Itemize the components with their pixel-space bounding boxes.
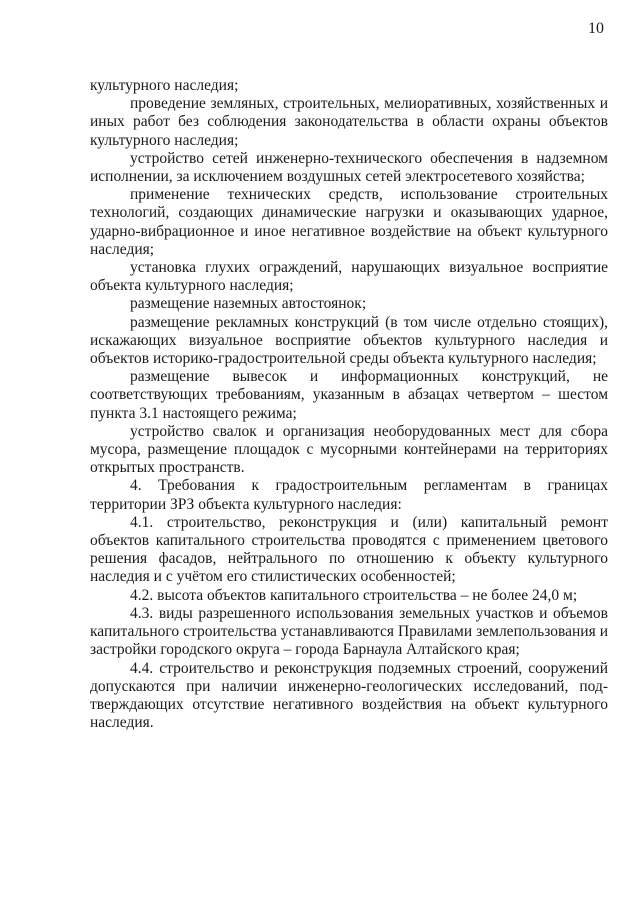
- paragraph-technical-means: применение технических средств, использование строительных технологий, создающих динамические нагрузки и оказывающих ударное, ударно-вибрационное и иное негативное воздействие на объект культурного наследия;: [90, 186, 608, 258]
- paragraph-4-3: 4.3. виды разрешенного использования земельных участков и объемов капитального строительства устанавливаются Правилами землепользования и застройки городского округа – города Барнаула Алтайского края;: [90, 604, 608, 659]
- paragraph-parking: размещение наземных автостоянок;: [130, 295, 367, 313]
- paragraph-4-4: 4.4. строительство и реконструкция подземных строений, сооружений допускаются при наличии инженерно-геологических исследований, подтверждающих отсутствие негативного воздействия на объект культурного наследия.: [90, 659, 608, 732]
- paragraph-fences: установка глухих ограждений, нарушающих визуальное восприятие объекта культурного наследия;: [90, 259, 608, 295]
- paragraph-utility-networks: устройство сетей инженерно-технического обеспечения в надземном исполнении, за исключением воздушных сетей электросетевого хозяйства;: [90, 149, 608, 186]
- paragraph-section-4-heading: 4. Требования к градостроительным регламентам в границах территории ЗРЗ объекта культурного наследия:: [90, 477, 608, 513]
- paragraph-4-2: 4.2. высота объектов капитального строительства – не более 24,0 м;: [130, 586, 578, 604]
- paragraph-continuation: культурного наследия;: [90, 77, 239, 94]
- paragraph-advertising: размещение рекламных конструкций (в том числе отдельно стоящих), искажающих визуальное восприятие объектов культурного наследия и объектов историко-градостроительной среды объекта культурного наследия;: [90, 313, 608, 368]
- paragraph-dumps: устройство свалок и организация необорудованных мест для сбора мусора, размещение площадок с мусорными контейнерами на территориях открытых пространств.: [90, 422, 608, 477]
- paragraph-signage: размещение вывесок и информационных конструкций, не соответствующих требованиям, указанным в абзацах четвертом – шестом пункта 3.1 настоящего режима;: [90, 368, 608, 422]
- paragraph-4-1: 4.1. строительство, реконструкция и (или) капитальный ремонт объектов капитального строительства проводятся с применением цветового решения фасадов, нейтрального по отношению к объекту культурного наследия и с учётом его стилистических особенностей;: [90, 513, 608, 586]
- document-body: [90, 77, 608, 732]
- paragraph-earthworks: проведение земляных, строительных, мелиоративных, хозяйственных и иных работ без соблюдения законодательства в области охраны объектов культурного наследия;: [90, 95, 608, 149]
- page-number: 10: [588, 20, 604, 37]
